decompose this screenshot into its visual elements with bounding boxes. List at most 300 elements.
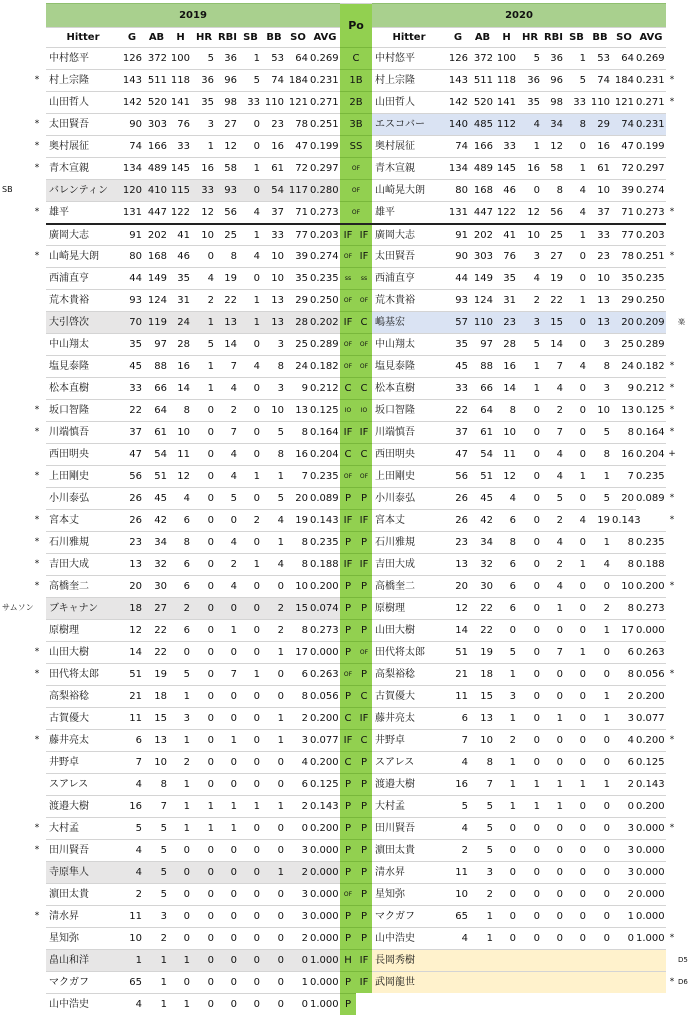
stat-cell-2020: 447 <box>470 201 495 223</box>
stat-cell-2019: 16 <box>262 135 286 157</box>
stat-cell-2020: 0 <box>518 927 542 949</box>
hitter-name-2019: バレンティン <box>46 179 120 201</box>
stat-cell-2020: 0 <box>565 575 588 597</box>
stat-cell-2019: 4 <box>262 553 286 575</box>
stat-cell-2019: 0 <box>216 971 239 993</box>
position-cell: P <box>340 993 356 1015</box>
stat-cell-2019: 1 <box>144 971 169 993</box>
stat-cell-2019: 0 <box>239 817 262 839</box>
position-2020-cell: ss <box>356 267 372 289</box>
stat-cell-2019: 0 <box>169 905 192 927</box>
stat-cell-2019: 0 <box>192 443 216 465</box>
right-col-header: G <box>446 27 470 47</box>
stat-cell-2020: 0 <box>542 619 565 641</box>
stat-cell-2019: 0.235 <box>310 531 340 553</box>
stat-cell-2020: 13 <box>588 311 612 333</box>
stat-cell-2019: 0 <box>192 751 216 773</box>
stat-cell-2019: 0 <box>216 509 239 531</box>
stat-cell-2020: 3 <box>470 861 495 883</box>
stat-cell-2019: 22 <box>144 619 169 641</box>
stat-cell-2019: 13 <box>286 399 310 421</box>
stat-cell-2019: 7 <box>144 795 169 817</box>
stat-cell-2020: 13 <box>470 707 495 729</box>
stat-cell-2020: 41 <box>495 223 518 245</box>
stat-cell-2020: 0 <box>565 751 588 773</box>
stat-cell-2020: 7 <box>542 421 565 443</box>
stat-cell-2019: 23 <box>262 113 286 135</box>
stat-cell-2019: 64 <box>144 399 169 421</box>
stat-cell-2020: 28 <box>495 333 518 355</box>
stat-cell-2020 <box>565 971 588 993</box>
position-cell: OF <box>340 201 372 223</box>
stat-cell-2019: 10 <box>192 223 216 245</box>
left-marker: * <box>34 537 40 547</box>
stat-cell-2020: 4 <box>542 531 565 553</box>
stat-cell-2020: 4 <box>542 575 565 597</box>
stat-cell-2020: 30 <box>470 575 495 597</box>
stat-cell-2020: 8 <box>612 597 636 619</box>
stat-cell-2019: 0.251 <box>310 113 340 135</box>
stat-cell-2019: 17 <box>286 641 310 663</box>
stat-cell-2019: 1 <box>169 773 192 795</box>
stat-cell-2019: 0 <box>262 817 286 839</box>
stat-cell-2019: 0 <box>216 641 239 663</box>
hitter-name-2020: 松本直樹 <box>372 377 446 399</box>
left-col-header: H <box>169 27 192 47</box>
left-marker: * <box>34 911 40 921</box>
hitter-name-2020: 山田哲人 <box>372 91 446 113</box>
stat-cell-2019: 0 <box>239 399 262 421</box>
stat-cell-2019: 447 <box>144 201 169 223</box>
position-2019-cell: H <box>340 949 356 971</box>
stat-cell-2020: 0.250 <box>636 289 666 311</box>
stat-cell-2020: 0 <box>565 531 588 553</box>
stat-cell-2020: 5 <box>518 333 542 355</box>
stat-cell-2019: 0.077 <box>310 729 340 751</box>
hitter-name-2020: 星知弥 <box>372 883 446 905</box>
stat-cell-2019: 0 <box>239 135 262 157</box>
stat-cell-2019: 0.235 <box>310 267 340 289</box>
stat-cell-2019: 0.074 <box>310 597 340 619</box>
hitter-name-2020: 嶋基宏 <box>372 311 446 333</box>
stat-cell-2020: 112 <box>495 113 518 135</box>
hitter-name-2020: 上田剛史 <box>372 465 446 487</box>
stat-cell-2019: 0 <box>239 751 262 773</box>
stat-cell-2019: 0 <box>239 487 262 509</box>
position-2019-cell: P <box>340 927 356 949</box>
hitter-name-2020: 西浦直亨 <box>372 267 446 289</box>
stat-cell-2019: 29 <box>286 289 310 311</box>
position-2019-cell: OF <box>340 245 356 267</box>
hitter-name-2020: 山田大樹 <box>372 619 446 641</box>
stat-cell-2019: 90 <box>120 113 144 135</box>
stat-cell-2020: 122 <box>495 201 518 223</box>
position-2019-cell: IF <box>340 729 356 751</box>
stat-cell-2019: 19 <box>216 267 239 289</box>
stat-cell-2020: 0 <box>565 729 588 751</box>
stat-cell-2019: 4 <box>262 509 286 531</box>
stat-cell-2019: 22 <box>120 399 144 421</box>
stat-cell-2020: 1 <box>565 47 588 69</box>
position-2019-cell: P <box>340 641 356 663</box>
stat-cell-2020: 0 <box>518 421 542 443</box>
left-marker: * <box>34 845 40 855</box>
stat-cell-2019: 0 <box>239 531 262 553</box>
stat-cell-2019: 27 <box>144 597 169 619</box>
stat-cell-2020: 61 <box>588 157 612 179</box>
stat-cell-2020 <box>612 971 636 993</box>
stat-cell-2019: 74 <box>120 135 144 157</box>
stat-cell-2019: 0 <box>192 707 216 729</box>
position-2020-cell: C <box>356 311 372 333</box>
left-marker: * <box>34 75 40 85</box>
stat-cell-2020: 8 <box>588 443 612 465</box>
left-col-header: AB <box>144 27 169 47</box>
right-note: D5 <box>678 956 688 964</box>
hitter-name-2019: 藤井亮太 <box>46 729 120 751</box>
stat-cell-2020: 20 <box>612 487 636 509</box>
stat-cell-2020: 1 <box>565 465 588 487</box>
stat-cell-2020: 0 <box>565 663 588 685</box>
stat-cell-2019: 0.297 <box>310 157 340 179</box>
stat-cell-2020: 13 <box>612 399 636 421</box>
stat-cell-2020: 0 <box>565 597 588 619</box>
position-2020-cell: P <box>356 905 372 927</box>
stat-cell-2019: 24 <box>286 355 310 377</box>
stat-cell-2019: 0.182 <box>310 355 340 377</box>
stat-cell-2020: 19 <box>542 267 565 289</box>
stat-cell-2020: 76 <box>495 245 518 267</box>
stat-cell-2019: 168 <box>144 245 169 267</box>
stat-cell-2020: 10 <box>588 179 612 201</box>
stat-cell-2020: 0 <box>495 883 518 905</box>
stat-cell-2020: 19 <box>588 509 612 531</box>
stat-cell-2019: 4 <box>120 993 144 1015</box>
stat-cell-2020: 0 <box>542 905 565 927</box>
stat-cell-2019: 7 <box>286 465 310 487</box>
stat-cell-2019: 71 <box>286 201 310 223</box>
stat-cell-2020: 5 <box>518 47 542 69</box>
stat-cell-2020: 33 <box>588 223 612 245</box>
stat-cell-2020: 7 <box>542 641 565 663</box>
stat-cell-2020: 0 <box>565 333 588 355</box>
stat-cell-2019: 11 <box>169 443 192 465</box>
stat-cell-2020: 0.297 <box>636 157 666 179</box>
stat-cell-2020: 118 <box>495 69 518 91</box>
stat-cell-2020: 10 <box>446 883 470 905</box>
stat-cell-2019: 22 <box>216 289 239 311</box>
left-col-header: Hitter <box>46 27 120 47</box>
stat-cell-2019: 25 <box>286 333 310 355</box>
hitter-name-2020: 高梨裕稔 <box>372 663 446 685</box>
hitter-name-2020: 石川雅規 <box>372 531 446 553</box>
stat-cell-2020: 0.200 <box>636 729 666 751</box>
hitter-name-2020: 原樹理 <box>372 597 446 619</box>
stat-cell-2019: 1 <box>169 795 192 817</box>
hitter-name-2019: 濵田太貴 <box>46 883 120 905</box>
hitter-name-2020: スアレス <box>372 751 446 773</box>
stat-cell-2020: 20 <box>612 311 636 333</box>
position-cell: 2B <box>340 91 372 113</box>
stat-cell-2019: 0 <box>262 971 286 993</box>
left-col-header: BB <box>262 27 286 47</box>
stat-cell-2019: 2 <box>239 509 262 531</box>
stat-cell-2020: 6 <box>446 707 470 729</box>
hitter-name-2019: 寺原隼人 <box>46 861 120 883</box>
stat-cell-2019: 1.000 <box>310 993 340 1015</box>
stat-cell-2020: 1 <box>565 223 588 245</box>
stat-cell-2019: 1 <box>144 949 169 971</box>
left-marker: * <box>34 735 40 745</box>
stat-cell-2020: 0.289 <box>636 333 666 355</box>
stat-cell-2020: 97 <box>470 333 495 355</box>
position-2019-cell: IF <box>340 223 356 245</box>
stat-cell-2019: 0.143 <box>310 795 340 817</box>
hitter-name-2019: 村上宗隆 <box>46 69 120 91</box>
stat-cell-2019: 36 <box>216 47 239 69</box>
stat-cell-2020: 0 <box>588 663 612 685</box>
stat-cell-2020 <box>518 971 542 993</box>
stat-cell-2019: 100 <box>169 47 192 69</box>
stat-cell-2019: 33 <box>262 223 286 245</box>
stat-cell-2019: 0.263 <box>310 663 340 685</box>
stat-cell-2020: 202 <box>470 223 495 245</box>
stat-cell-2020: 0 <box>588 927 612 949</box>
stat-cell-2019: 202 <box>144 223 169 245</box>
stat-cell-2020: 0.251 <box>636 245 666 267</box>
stat-cell-2020: 0.125 <box>636 399 666 421</box>
stat-cell-2020: 0 <box>565 267 588 289</box>
stat-cell-2020: 46 <box>495 179 518 201</box>
stat-cell-2019: 4 <box>216 377 239 399</box>
stat-cell-2020: 1 <box>588 707 612 729</box>
position-header: Po <box>340 3 372 47</box>
stat-cell-2019: 8 <box>286 619 310 641</box>
stat-cell-2020: 0 <box>542 839 565 861</box>
stat-cell-2020: 1 <box>470 927 495 949</box>
stat-cell-2019: 54 <box>144 443 169 465</box>
hitter-name-2019: 小川泰弘 <box>46 487 120 509</box>
stat-cell-2019: 0 <box>239 333 262 355</box>
stat-cell-2019: 0 <box>192 597 216 619</box>
stat-cell-2019: 91 <box>120 223 144 245</box>
hitter-name-2019: 松本直樹 <box>46 377 120 399</box>
stat-cell-2020: 4 <box>495 487 518 509</box>
stat-cell-2019: 70 <box>120 311 144 333</box>
stat-cell-2020: 0.273 <box>636 597 666 619</box>
stat-cell-2020: 6 <box>495 575 518 597</box>
position-2019-cell: OF <box>340 883 356 905</box>
stat-cell-2020: 0 <box>588 861 612 883</box>
stat-cell-2020 <box>470 971 495 993</box>
stat-cell-2019: 0 <box>216 993 239 1015</box>
stat-cell-2020: 29 <box>588 113 612 135</box>
hitter-name-2019: 高橋奎二 <box>46 575 120 597</box>
stat-cell-2020: 184 <box>612 69 636 91</box>
stat-cell-2019: 0 <box>192 971 216 993</box>
stat-cell-2019: 5 <box>169 663 192 685</box>
stat-cell-2020: 0 <box>518 597 542 619</box>
stat-cell-2019: 0 <box>192 685 216 707</box>
stat-cell-2019: 1 <box>262 707 286 729</box>
stat-cell-2019: 65 <box>120 971 144 993</box>
stat-cell-2020: 2 <box>542 509 565 531</box>
stat-cell-2020: 0.182 <box>636 355 666 377</box>
stat-cell-2020: 0 <box>518 619 542 641</box>
position-2019-cell: P <box>340 575 356 597</box>
stat-cell-2020: 110 <box>470 311 495 333</box>
stat-cell-2020: 19 <box>470 641 495 663</box>
stat-cell-2019: 0 <box>216 861 239 883</box>
stat-cell-2019: 0 <box>239 773 262 795</box>
stat-cell-2020: 33 <box>565 91 588 113</box>
stat-cell-2019: 4 <box>216 443 239 465</box>
stat-cell-2019: 489 <box>144 157 169 179</box>
stat-cell-2019: 96 <box>216 69 239 91</box>
hitter-name-2020: 雄平 <box>372 201 446 223</box>
stat-cell-2020: 58 <box>542 157 565 179</box>
stat-cell-2019: 0 <box>192 663 216 685</box>
position-cell: 3B <box>340 113 372 135</box>
position-2020-cell: P <box>356 773 372 795</box>
left-marker: * <box>34 823 40 833</box>
stat-cell-2019: 1 <box>239 553 262 575</box>
stat-cell-2020: 1 <box>495 707 518 729</box>
position-2020-cell: IF <box>356 421 372 443</box>
stat-cell-2020: 1 <box>518 135 542 157</box>
position-2019-cell: OF <box>340 465 356 487</box>
right-col-header: H <box>495 27 518 47</box>
stat-cell-2019: 1 <box>286 971 310 993</box>
stat-cell-2020 <box>495 949 518 971</box>
stat-cell-2020: 149 <box>470 267 495 289</box>
stat-cell-2019: 0 <box>216 707 239 729</box>
stat-cell-2020: 29 <box>612 289 636 311</box>
stat-cell-2020: 74 <box>446 135 470 157</box>
stat-cell-2020: 1 <box>495 795 518 817</box>
stat-cell-2019: 1 <box>239 47 262 69</box>
stat-cell-2019: 0.200 <box>310 751 340 773</box>
left-marker: * <box>34 119 40 129</box>
stat-cell-2020: 45 <box>470 487 495 509</box>
stat-cell-2019: 98 <box>216 91 239 113</box>
position-2020-cell: IF <box>356 509 372 531</box>
stat-cell-2020: 1 <box>542 773 565 795</box>
stat-cell-2020: 1 <box>588 685 612 707</box>
stat-cell-2019: 0 <box>192 729 216 751</box>
stat-cell-2020: 0 <box>565 377 588 399</box>
stat-cell-2019: 7 <box>216 421 239 443</box>
stat-cell-2020: 4 <box>612 729 636 751</box>
stat-cell-2020: 0 <box>495 905 518 927</box>
stat-cell-2020: 0 <box>588 905 612 927</box>
stat-cell-2019: 0.271 <box>310 91 340 113</box>
position-2020-cell: P <box>356 927 372 949</box>
stat-cell-2019: 0 <box>239 861 262 883</box>
stat-cell-2020: 71 <box>612 201 636 223</box>
stat-cell-2020: 12 <box>542 135 565 157</box>
stat-cell-2020: 0 <box>518 905 542 927</box>
right-marker: * <box>669 977 675 987</box>
left-col-header: RBI <box>216 27 239 47</box>
hitter-name-2020: 中山翔太 <box>372 333 446 355</box>
stat-cell-2019: 0 <box>239 927 262 949</box>
stat-cell-2020: 2 <box>446 839 470 861</box>
stat-cell-2019: 0 <box>192 465 216 487</box>
stat-cell-2020: 13 <box>446 553 470 575</box>
stat-cell-2020: 0 <box>565 927 588 949</box>
stat-cell-2020: 1 <box>495 663 518 685</box>
stat-cell-2019: 1 <box>216 817 239 839</box>
stat-cell-2020: 66 <box>470 377 495 399</box>
stat-cell-2020: 16 <box>495 355 518 377</box>
stat-cell-2020: 6 <box>495 509 518 531</box>
stat-cell-2019: 12 <box>169 465 192 487</box>
hitter-name-2020: 中村悠平 <box>372 47 446 69</box>
stat-cell-2020: 0.203 <box>636 223 666 245</box>
stat-cell-2019: 12 <box>192 201 216 223</box>
stat-cell-2019: 5 <box>120 817 144 839</box>
stat-cell-2019: 2 <box>169 597 192 619</box>
stat-cell-2020: 0.000 <box>636 839 666 861</box>
hitter-name-2019: 大引啓次 <box>46 311 120 333</box>
stat-cell-2020: 0 <box>612 927 636 949</box>
left-marker: * <box>34 405 40 415</box>
position-2019-cell: C <box>340 751 356 773</box>
stat-cell-2020: 5 <box>470 817 495 839</box>
position-cell: SS <box>340 135 372 157</box>
stat-cell-2020: 0 <box>565 795 588 817</box>
stat-cell-2019: 44 <box>120 267 144 289</box>
stat-cell-2019: 8 <box>144 773 169 795</box>
stat-cell-2019: 0 <box>169 839 192 861</box>
stat-cell-2019: 0.200 <box>310 575 340 597</box>
hitter-name-2019: 中山翔太 <box>46 333 120 355</box>
stat-cell-2020: 22 <box>542 289 565 311</box>
stat-cell-2020: 4 <box>588 553 612 575</box>
stat-cell-2019: 10 <box>286 575 310 597</box>
stat-cell-2020: 0.125 <box>636 751 666 773</box>
left-note: SB <box>2 185 13 194</box>
stat-cell-2020: 1 <box>518 355 542 377</box>
stat-cell-2020: 57 <box>446 311 470 333</box>
stat-cell-2019: 0.274 <box>310 245 340 267</box>
stat-cell-2019: 9 <box>286 377 310 399</box>
stat-cell-2020: 93 <box>446 289 470 311</box>
hitter-name-2020: 西田明央 <box>372 443 446 465</box>
stat-cell-2020: 520 <box>470 91 495 113</box>
position-2019-cell: IF <box>340 553 356 575</box>
stat-cell-2019: 0 <box>216 839 239 861</box>
stat-cell-2020: 0 <box>565 311 588 333</box>
stat-cell-2020: 26 <box>446 509 470 531</box>
stat-cell-2020: 64 <box>470 399 495 421</box>
stat-cell-2019: 0 <box>169 971 192 993</box>
stat-cell-2019: 77 <box>286 223 310 245</box>
stat-cell-2020: 11 <box>495 443 518 465</box>
stat-cell-2020: 5 <box>588 421 612 443</box>
stat-cell-2019: 47 <box>286 135 310 157</box>
stat-cell-2020: 6 <box>612 641 636 663</box>
stat-cell-2020: 8 <box>612 531 636 553</box>
stat-cell-2020: 0.200 <box>636 685 666 707</box>
left-col-header: G <box>120 27 144 47</box>
stat-cell-2019: 0 <box>286 817 310 839</box>
stat-cell-2020: 0 <box>518 179 542 201</box>
stat-cell-2020: 0 <box>588 729 612 751</box>
stat-cell-2020 <box>495 971 518 993</box>
stat-cell-2020: 8 <box>612 663 636 685</box>
